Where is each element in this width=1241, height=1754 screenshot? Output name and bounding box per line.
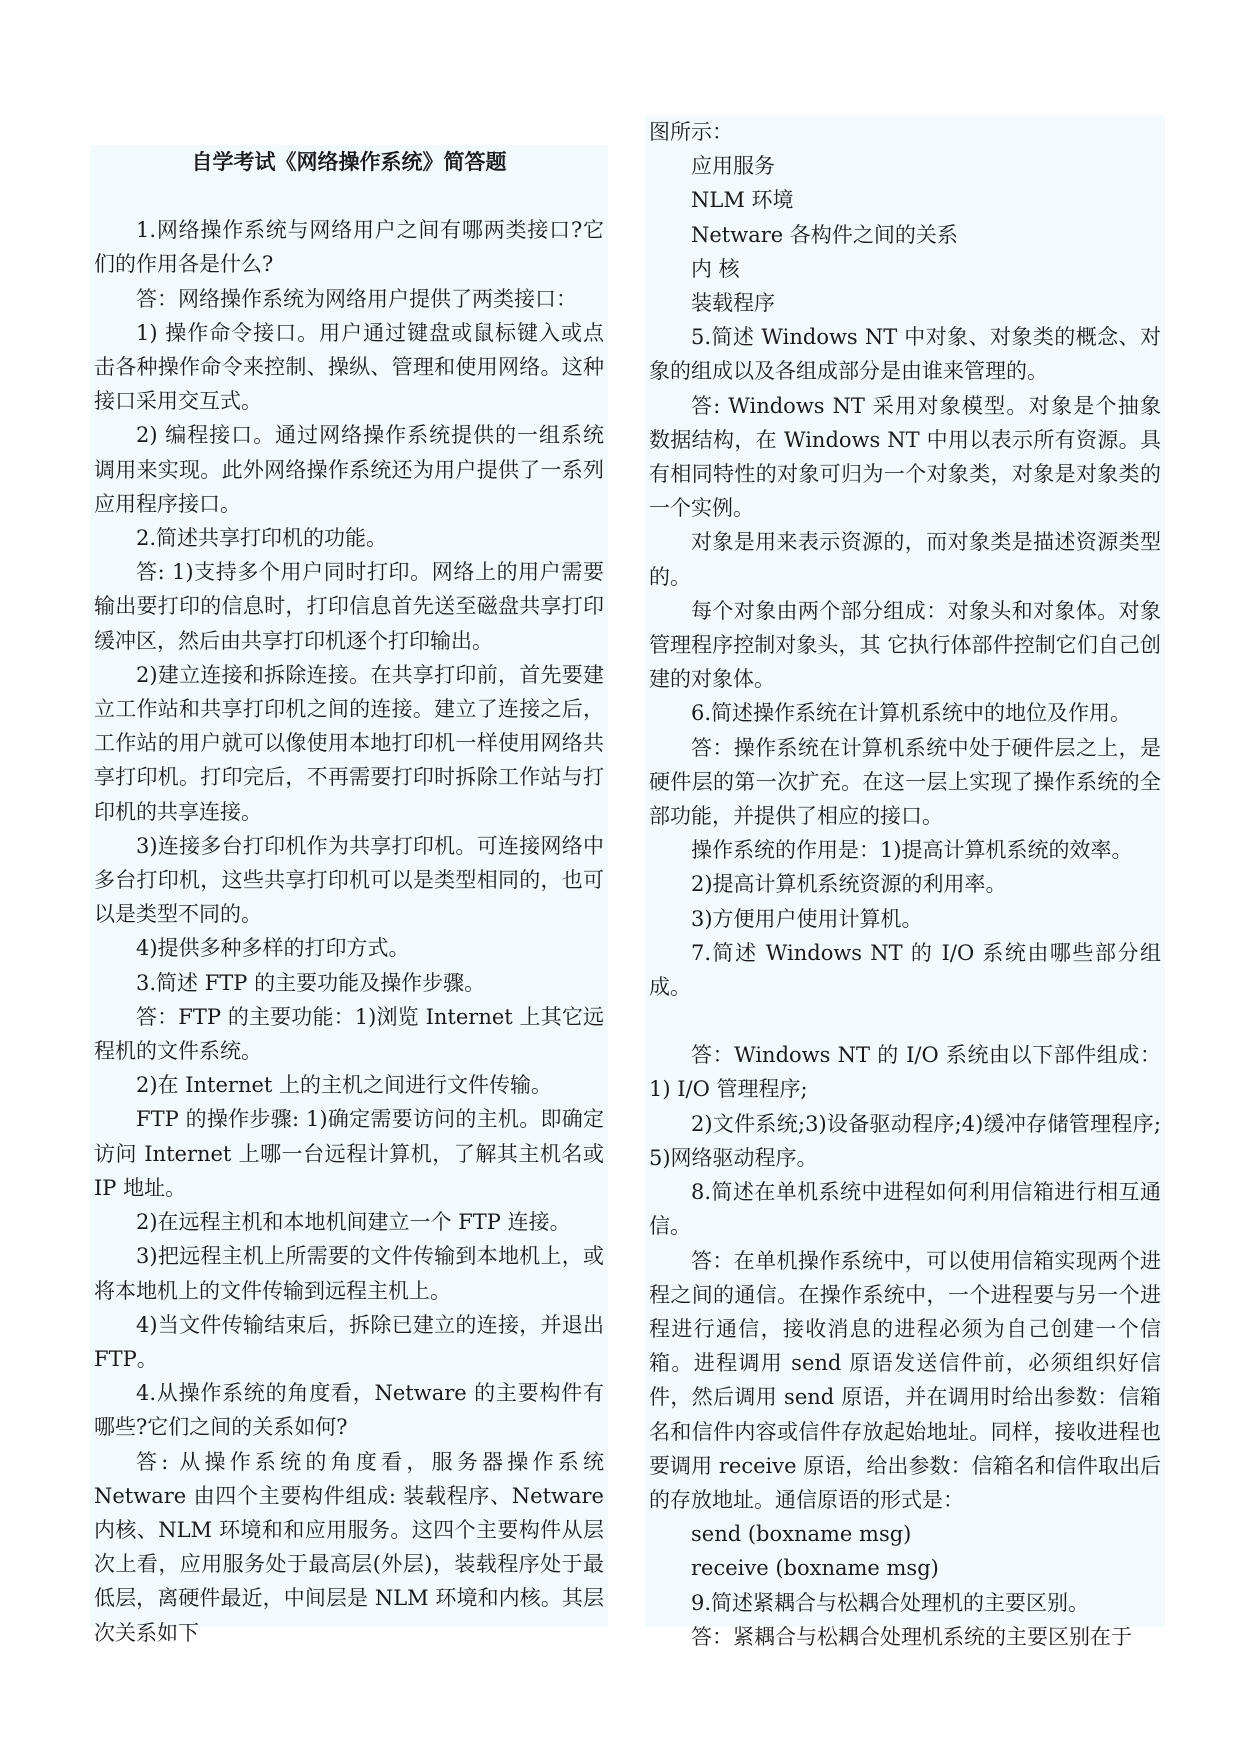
netware-layer-list <box>649 149 1161 320</box>
right-column <box>645 115 1165 1649</box>
paragraph: 4)当文件传输结束后，拆除已建立的连接，并退出 FTP。 <box>94 1312 604 1371</box>
paragraph: 9.简述紧耦合与松耦合处理机的主要区别。 <box>691 1590 1090 1615</box>
paragraph: 2.简述共享打印机的功能。 <box>136 526 388 551</box>
paragraph: 1.网络操作系统与网络用户之间有哪两类接口?它们的作用各是什么? <box>94 218 604 277</box>
paragraph: 答：FTP 的主要功能：1)浏览 Internet 上其它远程机的文件系统。 <box>94 1004 604 1064</box>
paragraph: 4)提供多种多样的打印方式。 <box>136 936 410 961</box>
layer-item: NLM 环境 <box>691 188 794 213</box>
left-column <box>90 145 608 1645</box>
paragraph: 5.简述 Windows NT 中对象、对象类的概念、对象的组成以及各组成部分是由谁来管理的。 <box>649 325 1161 384</box>
figure-caption: 图所示： <box>649 120 733 144</box>
paragraph: 3.简述 FTP 的主要功能及操作步骤。 <box>136 970 486 995</box>
paragraph: 3)连接多台打印机作为共享打印机。可连接网络中多台打印机，这些共享打印机可以是类型相同的，也可以是类型不同的。 <box>94 833 604 927</box>
paragraph: 答：紧耦合与松耦合处理机系统的主要区别在于 <box>691 1624 1132 1649</box>
paragraph: 答：网络操作系统为网络用户提供了两类接口： <box>136 286 577 311</box>
paragraph: 1) 操作命令接口。用户通过键盘或鼠标键入或点击各种操作命令来控制、操纵、管理和使用网络。这种接口采用交互式。 <box>94 320 604 414</box>
paragraph: 每个对象由两个部分组成：对象头和对象体。对象管理程序控制对象头，其 它执行体部件控制它们自己创建的对象体。 <box>649 598 1161 692</box>
paragraph: 2)文件系统;3)设备驱动程序;4)缓冲存储管理程序; 5)网络驱动程序。 <box>649 1111 1161 1170</box>
paragraph: 2)提高计算机系统资源的利用率。 <box>691 872 1007 897</box>
paragraph: 答：操作系统在计算机系统中处于硬件层之上，是硬件层的第一次扩充。在这一层上实现了操作系统的全部功能，并提供了相应的接口。 <box>649 735 1161 829</box>
paragraph: 3)把远程主机上所需要的文件传输到本地机上，或将本地机上的文件传输到远程主机上。 <box>94 1244 604 1303</box>
paragraph: 7.简述 Windows NT 的 I/O 系统由哪些部分组成。 <box>649 940 1161 1000</box>
paragraph: 2)在远程主机和本地机间建立一个 FTP 连接。 <box>136 1210 571 1235</box>
paragraph: 操作系统的作用是：1)提高计算机系统的效率。 <box>691 838 1133 863</box>
layer-item: 内 核 <box>691 256 740 281</box>
layer-item: Netware 各构件之间的关系 <box>691 222 958 247</box>
paragraph: 答: 1)支持多个用户同时打印。网络上的用户需要输出要打印的信息时，打印信息首先送至磁盘共享打印缓冲区，然后由共享打印机逐个打印输出。 <box>94 560 604 653</box>
paragraph: 2)在 Internet 上的主机之间进行文件传输。 <box>136 1073 553 1098</box>
document-title: 自学考试《网络操作系统》简答题 <box>191 150 507 174</box>
paragraph: 2) 编程接口。通过网络操作系统提供的一组系统调用来实现。此外网络操作系统还为用户提供了一系列应用程序接口。 <box>94 423 604 516</box>
paragraph: 答: 从操作系统的角度看，服务器操作系统 Netware 由四个主要构件组成: 装载程序、Netware 内核、NLM 环境和和应用服务。这四个主要构件从层次上看，应用服务处于最高层(外层)，装载程序处于最低层，离硬件最近，中间层是 NLM 环境和内核。其层次关系如下 <box>94 1449 604 1645</box>
paragraph: 答: Windows NT 采用对象模型。对象是个抽象数据结构，在 Windows NT 中用以表示所有资源。具有相同特性的对象可归为一个对象类，对象是对象类的一个实例。 <box>649 393 1161 521</box>
layer-item: 应用服务 <box>691 154 775 179</box>
blank-line <box>649 1004 1161 1038</box>
code-line: receive (boxname msg) <box>691 1556 939 1581</box>
code-line: send (boxname msg) <box>691 1522 912 1547</box>
paragraph: 答：Windows NT 的 I/O 系统由以下部件组成：1) I/O 管理程序; <box>649 1043 1161 1102</box>
paragraph: 6.简述操作系统在计算机系统中的地位及作用。 <box>691 701 1132 726</box>
paragraph: 对象是用来表示资源的，而对象类是描述资源类型的。 <box>649 530 1161 589</box>
paragraph: 2)建立连接和拆除连接。在共享打印前，首先要建立工作站和共享打印机之间的连接。建立了连接之后，工作站的用户就可以像使用本地打印机一样使用网络共享打印机。打印完后，不再需要打印时拆除工作站与打印机的共享连接。 <box>94 662 604 824</box>
paragraph: 3)方便用户使用计算机。 <box>691 906 923 931</box>
paragraph: 4.从操作系统的角度看，Netware 的主要构件有哪些?它们之间的关系如何? <box>94 1381 604 1440</box>
paragraph: FTP 的操作步骤: 1)确定需要访问的主机。即确定访问 Internet 上哪一台远程计算机，了解其主机名或 IP 地址。 <box>94 1107 604 1200</box>
paragraph: 答：在单机操作系统中，可以使用信箱实现两个进程之间的通信。在操作系统中，一个进程要与另一个进程进行通信，接收消息的进程必须为自己创建一个信箱。进程调用 send 原语发送信件前，必须组织好信件，然后调用 send 原语，并在调用时给出参数：信箱名和信件内容或信件存放起始地址。同样，接收进程也要调用 receive 原语，给出参数：信箱名和信件取出后的存放地址。通信原语的形式是： <box>649 1248 1161 1512</box>
paragraph: 8.简述在单机系统中进程如何利用信箱进行相互通信。 <box>649 1180 1161 1239</box>
layer-item: 装载程序 <box>691 291 775 316</box>
